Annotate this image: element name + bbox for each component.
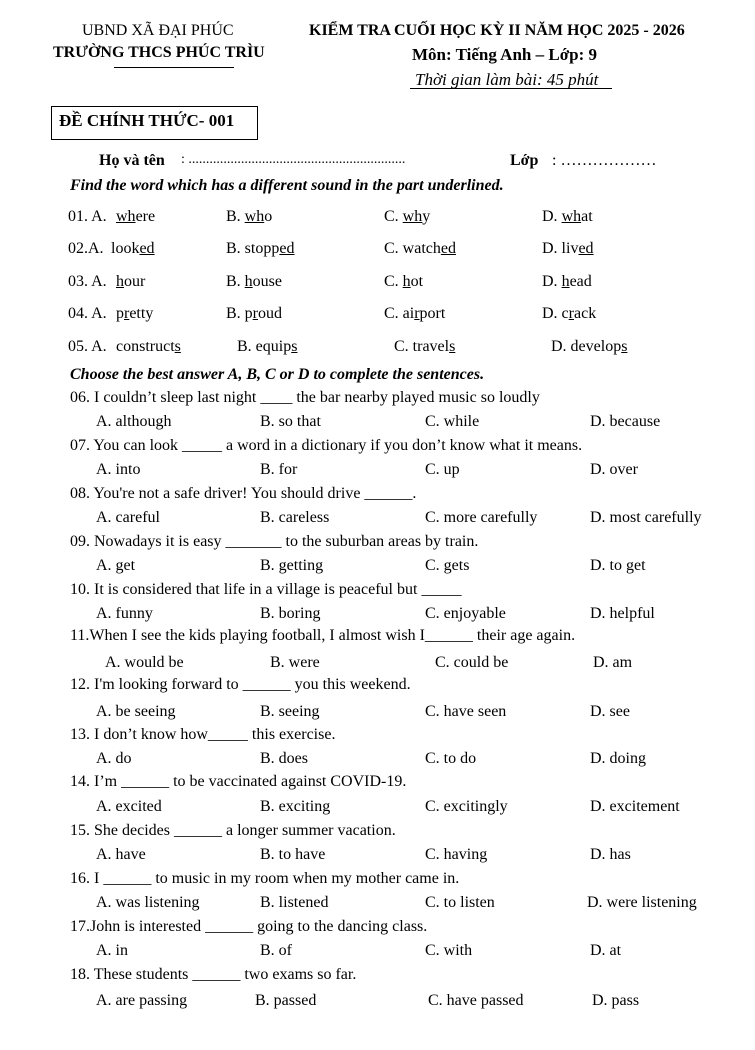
answer-option[interactable]: D. pass (592, 992, 640, 1009)
section2-instruction: Choose the best answer A, B, C or D to complete the sentences. (70, 366, 485, 383)
word-option[interactable] (116, 338, 181, 356)
underlined-part: wh (561, 208, 582, 225)
answer-option[interactable]: D. because (590, 413, 661, 430)
option-text: C. (384, 208, 403, 225)
subject-line: Môn: Tiếng Anh – Lớp: 9 (412, 45, 597, 64)
word-option[interactable] (226, 273, 282, 291)
answer-option[interactable]: D. most carefully (590, 509, 702, 526)
answer-option[interactable]: B. were (270, 654, 320, 671)
underlined-part: ed (279, 240, 295, 257)
pronunciation-item (68, 338, 107, 356)
option-text: D. c (542, 305, 569, 322)
word-option[interactable] (384, 240, 456, 258)
answer-option[interactable]: C. have passed (428, 992, 524, 1009)
option-text: ere (135, 208, 156, 225)
option-text: D. (542, 208, 562, 225)
answer-option[interactable]: A. excited (96, 798, 162, 815)
answer-option[interactable]: A. have (96, 846, 146, 863)
underlined-part: ed (139, 240, 155, 257)
answer-option[interactable]: C. to do (425, 750, 477, 767)
option-text: look (111, 240, 140, 257)
answer-option[interactable]: C. while (425, 413, 480, 430)
word-option[interactable] (542, 240, 594, 258)
question-stem: 07. You can look _____ a word in a dictionary if you don’t know what it means. (70, 437, 583, 454)
name-field[interactable]: : .............................................................. (181, 152, 406, 167)
option-text: C. ai (384, 305, 415, 322)
question-stem: 11.When I see the kids playing football, I almost wish I______ their age again. (70, 627, 576, 644)
word-option[interactable] (384, 273, 423, 291)
answer-option[interactable]: B. passed (255, 992, 317, 1009)
option-text: D. develop (551, 338, 622, 355)
option-text: y (422, 208, 431, 225)
question-stem: 14. I’m ______ to be vaccinated against COVID-19. (70, 773, 407, 790)
answer-option[interactable]: A. would be (105, 654, 184, 671)
answer-option[interactable]: D. helpful (590, 605, 655, 622)
answer-option[interactable]: D. excitement (590, 798, 680, 815)
underlined-part: r (124, 305, 130, 322)
answer-option[interactable]: B. getting (260, 557, 324, 574)
underlined-part: wh (244, 208, 265, 225)
option-text: o (264, 208, 273, 225)
underlined-part: h (116, 273, 124, 290)
question-stem: 06. I couldn’t sleep last night ____ the bar nearby played music so loudly (70, 389, 540, 406)
question-stem: 08. You're not a safe driver! You should drive ______. (70, 485, 417, 502)
section1-instruction: Find the word which has a different sound in the part underlined. (70, 177, 504, 194)
option-text: ack (573, 305, 597, 322)
word-option[interactable] (551, 338, 627, 356)
answer-option[interactable]: A. funny (96, 605, 153, 622)
answer-option[interactable]: B. to have (260, 846, 326, 863)
word-option[interactable] (542, 305, 596, 323)
class-label: Lớp (510, 152, 539, 169)
answer-option[interactable]: A. careful (96, 509, 160, 526)
answer-option[interactable]: D. to get (590, 557, 646, 574)
pronunciation-item (68, 208, 107, 226)
item-number: 01. A. (68, 208, 107, 225)
answer-option[interactable]: B. exciting (260, 798, 331, 815)
school-underline (114, 67, 234, 68)
answer-option[interactable]: C. to listen (425, 894, 495, 911)
underlined-part: s (621, 338, 628, 355)
option-text: ouse (252, 273, 282, 290)
answer-option[interactable]: B. does (260, 750, 308, 767)
answer-option[interactable]: D. see (590, 703, 630, 720)
time-underline (410, 88, 612, 89)
answer-option[interactable]: C. gets (425, 557, 470, 574)
time-line: Thời gian làm bài: 45 phút (415, 70, 599, 89)
answer-option[interactable]: D. over (590, 461, 638, 478)
option-text: D. liv (542, 240, 579, 257)
underlined-part: h (561, 273, 570, 290)
word-option[interactable] (384, 305, 445, 323)
answer-option[interactable]: B. listened (260, 894, 329, 911)
answer-option[interactable]: B. for (260, 461, 298, 478)
word-option[interactable] (384, 208, 430, 226)
official-label: ĐỀ CHÍNH THỨC- 001 (59, 111, 235, 130)
underlined-part: r (252, 305, 258, 322)
underlined-part: h (244, 273, 253, 290)
option-text: etty (129, 305, 154, 322)
answer-option[interactable]: A. do (96, 750, 132, 767)
answer-option[interactable]: C. having (425, 846, 488, 863)
answer-option[interactable]: A. in (96, 942, 128, 959)
word-option[interactable] (237, 338, 297, 356)
question-stem: 17.John is interested ______ going to the dancing class. (70, 918, 428, 935)
question-stem: 13. I don’t know how_____ this exercise. (70, 726, 336, 743)
underlined-part: r (568, 305, 574, 322)
answer-option[interactable]: A. into (96, 461, 141, 478)
question-stem: 12. I'm looking forward to ______ you this weekend. (70, 676, 411, 693)
answer-option[interactable]: A. are passing (96, 992, 188, 1009)
option-text: D. (542, 273, 562, 290)
answer-option[interactable]: A. although (96, 413, 172, 430)
answer-option[interactable]: A. be seeing (96, 703, 176, 720)
exam-title: KIỂM TRA CUỐI HỌC KỲ II NĂM HỌC 2025 - 2026 (309, 22, 685, 39)
answer-option[interactable]: C. could be (435, 654, 509, 671)
option-text: B. p (226, 305, 253, 322)
answer-option[interactable]: C. more carefully (425, 509, 538, 526)
option-text: C. watch (384, 240, 441, 257)
underlined-part: wh (116, 208, 136, 225)
word-option[interactable] (226, 305, 282, 323)
answer-option[interactable]: B. so that (260, 413, 321, 430)
option-text: our (124, 273, 146, 290)
word-option[interactable] (226, 240, 294, 258)
answer-option[interactable]: B. boring (260, 605, 321, 622)
question-stem: 09. Nowadays it is easy _______ to the suburban areas by train. (70, 533, 479, 550)
district-name: UBND XÃ ĐẠI PHÚC (82, 22, 234, 39)
answer-option[interactable]: D. am (593, 654, 633, 671)
answer-option[interactable]: C. excitingly (425, 798, 508, 815)
word-option[interactable] (226, 208, 272, 226)
option-text: B. (226, 273, 245, 290)
name-label: Họ và tên (99, 152, 165, 169)
word-option[interactable] (542, 273, 592, 291)
question-stem: 10. It is considered that life in a village is peaceful but _____ (70, 581, 462, 598)
answer-option[interactable]: C. up (425, 461, 460, 478)
option-text: B. (226, 208, 245, 225)
pronunciation-item (68, 305, 107, 323)
pronunciation-item (68, 273, 107, 291)
school-name: TRƯỜNG THCS PHÚC TRÌU (53, 44, 265, 61)
answer-option[interactable]: A. was listening (96, 894, 200, 911)
option-text: p (116, 305, 124, 322)
question-stem: 18. These students ______ two exams so far. (70, 966, 357, 983)
pronunciation-item (68, 240, 104, 258)
underlined-part: ed (578, 240, 594, 257)
answer-option[interactable]: B. of (260, 942, 292, 959)
answer-option[interactable]: D. doing (590, 750, 646, 767)
answer-option[interactable]: D. at (590, 942, 622, 959)
word-option[interactable] (116, 273, 145, 291)
item-number: 05. A. (68, 338, 107, 355)
word-option[interactable] (111, 240, 155, 258)
underlined-part: wh (402, 208, 423, 225)
underlined-part: s (449, 338, 456, 355)
word-option[interactable] (394, 338, 455, 356)
class-field[interactable]: : ……………… (552, 152, 657, 169)
option-text: C. travel (394, 338, 450, 355)
option-text: ead (569, 273, 592, 290)
word-option[interactable] (116, 208, 155, 226)
item-number: 03. A. (68, 273, 107, 290)
underlined-part: s (174, 338, 181, 355)
item-number: 04. A. (68, 305, 107, 322)
item-number: 02.A. (68, 240, 104, 257)
option-text: ot (410, 273, 424, 290)
answer-option[interactable]: D. were listening (587, 894, 697, 911)
underlined-part: s (291, 338, 298, 355)
underlined-part: ed (440, 240, 456, 257)
word-option[interactable] (116, 305, 153, 323)
option-text: construct (116, 338, 175, 355)
answer-option[interactable]: B. careless (260, 509, 330, 526)
question-stem: 15. She decides ______ a longer summer vacation. (70, 822, 396, 839)
option-text: at (581, 208, 593, 225)
answer-option[interactable]: C. have seen (425, 703, 507, 720)
underlined-part: h (402, 273, 411, 290)
option-text: port (419, 305, 446, 322)
option-text: B. equip (237, 338, 292, 355)
underlined-part: r (414, 305, 420, 322)
question-stem: 16. I ______ to music in my room when my mother came in. (70, 870, 460, 887)
answer-option[interactable]: D. has (590, 846, 631, 863)
answer-option[interactable]: C. with (425, 942, 473, 959)
answer-option[interactable]: B. seeing (260, 703, 320, 720)
option-text: C. (384, 273, 403, 290)
answer-option[interactable]: A. get (96, 557, 136, 574)
answer-option[interactable]: C. enjoyable (425, 605, 506, 622)
option-text: B. stopp (226, 240, 280, 257)
option-text: oud (258, 305, 282, 322)
word-option[interactable] (542, 208, 593, 226)
